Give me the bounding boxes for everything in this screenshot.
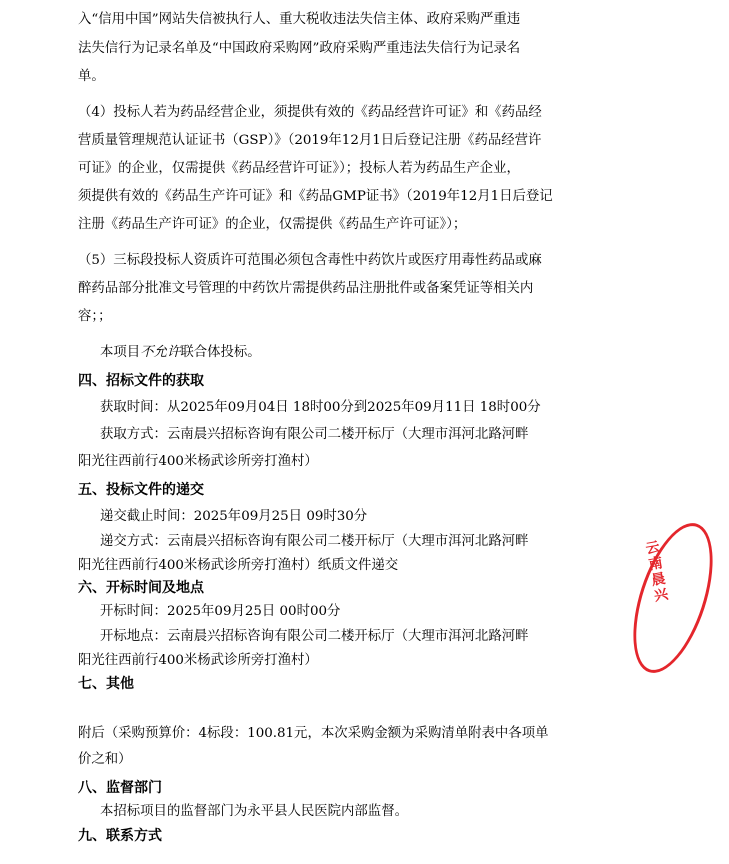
- emphasis-text: 不允许: [140, 345, 181, 360]
- text-line: 法失信行为记录名单及“中国政府采购网”政府采购严重违法失信行为记录名: [78, 41, 521, 56]
- text-line: 阳光往西前行400米杨武诊所旁打渔村）: [78, 454, 318, 469]
- text-line: 单。: [78, 69, 105, 84]
- text-line: （4）投标人若为药品经营企业，须提供有效的《药品经营许可证》和《药品经: [78, 105, 542, 120]
- text-line: 阳光往西前行400米杨武诊所旁打渔村）纸质文件递交: [78, 558, 399, 573]
- text-line: [100, 343, 261, 363]
- text-line: 阳光往西前行400米杨武诊所旁打渔村）: [78, 653, 318, 668]
- text-line: 须提供有效的《药品生产许可证》和《药品GMP证书》（2019年12月1日后登记: [78, 189, 553, 204]
- text-line: 获取时间：从2025年09月04日 18时00分到2025年09月11日 18时00分: [100, 400, 541, 415]
- section-heading: 七、其他: [78, 676, 134, 692]
- text-line: 开标地点：云南晨兴招标咨询有限公司二楼开标厅（大理市洱河北路河畔: [100, 629, 529, 644]
- text-line: 醉药品部分批准文号管理的中药饮片需提供药品注册批件或备案凭证等相关内: [78, 281, 534, 296]
- text-line: 容；；: [78, 309, 112, 324]
- text-line: 注册《药品生产许可证》的企业，仅需提供《药品生产许可证》）；: [78, 217, 467, 232]
- text-line: 附后（采购预算价：4标段：100.81元，本次采购金额为采购清单附表中各项单: [78, 726, 549, 741]
- seal-text: 云南晨兴: [642, 539, 670, 605]
- text-line: 递交截止时间：2025年09月25日 09时30分: [100, 509, 368, 524]
- section-heading: 八、监督部门: [78, 780, 162, 796]
- text-line: 本招标项目的监督部门为永平县人民医院内部监督。: [100, 804, 408, 819]
- text-line: 递交方式：云南晨兴招标咨询有限公司二楼开标厅（大理市洱河北路河畔: [100, 534, 529, 549]
- section-heading: 九、联系方式: [78, 828, 162, 844]
- section-heading: 四、招标文件的获取: [78, 373, 204, 389]
- official-seal-stamp: [618, 514, 729, 683]
- text-run: 联合体投标。: [180, 345, 261, 360]
- section-heading: 五、投标文件的递交: [78, 482, 204, 498]
- text-line: 价之和）: [78, 752, 132, 767]
- text-line: （5）三标段投标人资质许可范围必须包含毒性中药饮片或医疗用毒性药品或麻: [78, 253, 542, 268]
- section-heading: 六、开标时间及地点: [78, 580, 204, 596]
- text-line: 可证》的企业，仅需提供《药品经营许可证》）；投标人若为药品生产企业，: [78, 161, 520, 176]
- text-line: 营质量管理规范认证证书（GSP）》（2019年12月1日后登记注册《药品经营许: [78, 133, 542, 148]
- text-line: 获取方式：云南晨兴招标咨询有限公司二楼开标厅（大理市洱河北路河畔: [100, 427, 529, 442]
- text-run: 本项目: [100, 345, 141, 360]
- text-line: 开标时间：2025年09月25日 00时00分: [100, 604, 341, 619]
- text-line: 入“信用中国”网站失信被执行人、重大税收违法失信主体、政府采购严重违: [78, 12, 521, 27]
